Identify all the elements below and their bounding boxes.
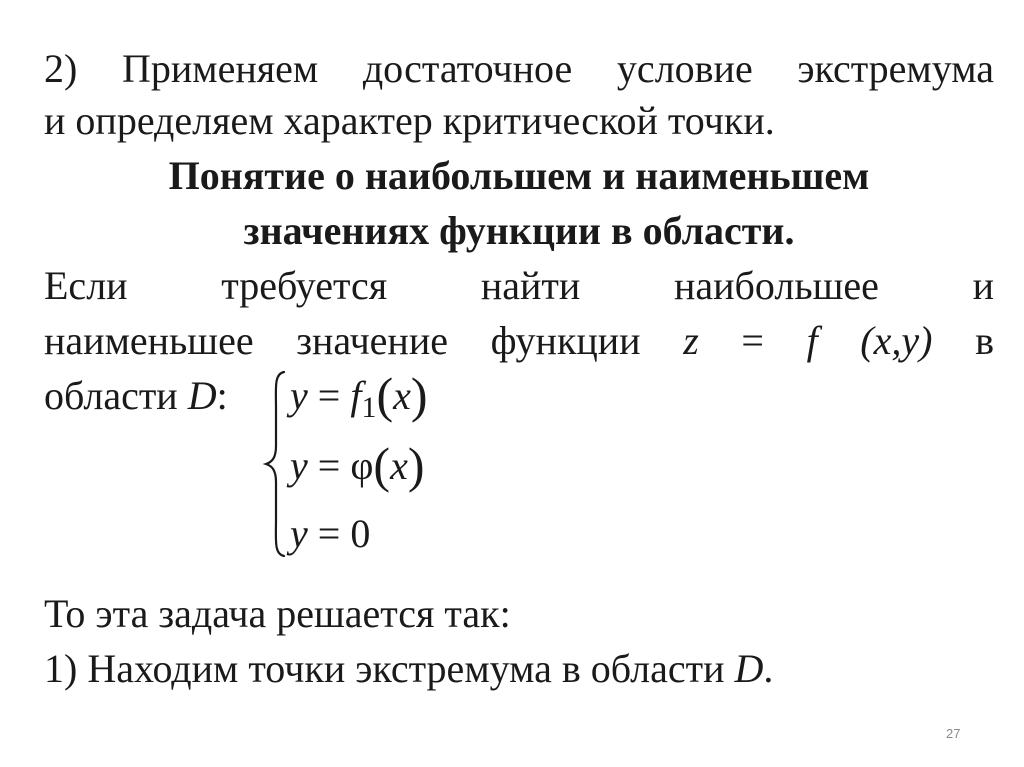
colon: : xyxy=(216,373,228,418)
word: значение xyxy=(296,318,448,363)
eq1-subscript: 1 xyxy=(361,391,377,424)
eq3-rel: = xyxy=(307,511,351,556)
word: требуется xyxy=(221,263,388,308)
word: Если xyxy=(44,263,128,308)
section-heading-line-2 xyxy=(44,207,994,255)
heading-text-1: Понятие о наибольшем и наименьшем xyxy=(168,153,870,198)
domain-variable: D xyxy=(734,646,764,691)
text-line-9 xyxy=(44,645,994,693)
word: в xyxy=(975,318,994,363)
text-line-7 xyxy=(44,372,994,420)
paren-close: ) xyxy=(407,437,425,493)
line-9-prefix: 1) Находим точки экстремума в области xyxy=(44,646,735,691)
text-line-2 xyxy=(44,97,994,145)
word: наименьшее xyxy=(44,318,254,363)
formula-f: f xyxy=(806,318,818,363)
paren-close: ) xyxy=(410,367,428,423)
heading-text-2: значениях функции в области. xyxy=(243,208,795,253)
eq1-arg: x xyxy=(393,373,411,418)
line-9-suffix: . xyxy=(763,646,774,691)
word: найти xyxy=(480,263,581,308)
line-1-text: 2) Применяем достаточное условие экстремума xyxy=(44,46,994,91)
text-line-5 xyxy=(44,262,994,310)
left-brace-icon xyxy=(262,368,288,560)
paren-open: ( xyxy=(376,367,394,423)
eq2-arg: x xyxy=(390,443,408,488)
word: функции xyxy=(490,318,641,363)
equation-system xyxy=(262,368,502,560)
line-8-text: То эта задача решается так: xyxy=(44,591,511,636)
paren-open: ( xyxy=(373,437,391,493)
text-line-1 xyxy=(44,45,994,93)
system-equation-1 xyxy=(290,367,428,432)
line-2-text: и определяем характер критической точки. xyxy=(44,98,775,143)
section-heading-line-1 xyxy=(44,152,994,200)
text-line-8 xyxy=(44,590,994,638)
word: наибольшее xyxy=(673,263,879,308)
eq1-fn: f xyxy=(350,373,362,418)
formula-z: z xyxy=(683,318,699,363)
eq2-lhs: y xyxy=(290,443,308,488)
eq1-rel: = xyxy=(307,373,351,418)
line-7-prefix: области xyxy=(44,373,188,418)
eq2-fn: φ xyxy=(350,443,374,488)
system-equation-3 xyxy=(290,510,370,558)
eq3-lhs: y xyxy=(290,511,308,556)
system-equation-2 xyxy=(290,437,425,493)
word: и xyxy=(972,263,994,308)
eq2-rel: = xyxy=(307,443,351,488)
eq3-rhs: 0 xyxy=(350,511,371,556)
formula-args: (x,y) xyxy=(860,318,933,363)
eq1-lhs: y xyxy=(290,373,308,418)
formula-equals: = xyxy=(741,318,764,363)
domain-variable: D xyxy=(187,373,217,418)
page-number: 27 xyxy=(946,726,961,741)
text-line-6 xyxy=(44,317,994,365)
